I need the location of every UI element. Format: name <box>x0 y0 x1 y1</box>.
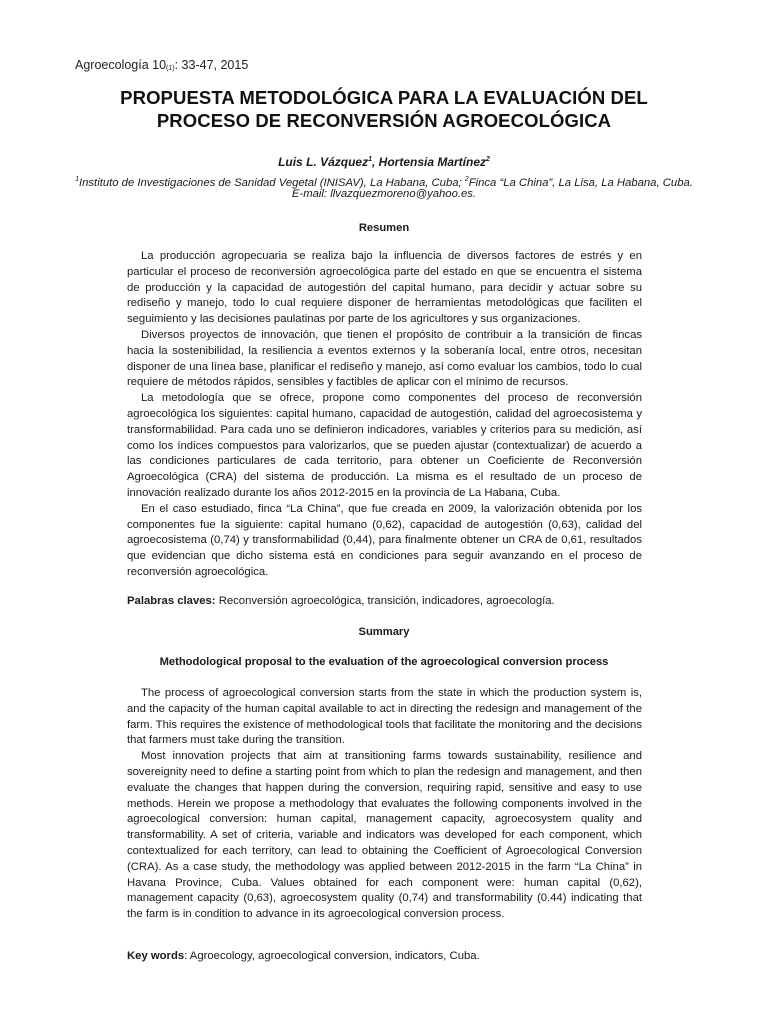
affil-2-mark: 2 <box>464 176 469 183</box>
resumen-paragraph: La metodología que se ofrece, propone como componentes del proceso de reconversión agroecológica los siguientes: capital humano, capacidad de autogestión, calidad del agroecosistema y transformabilidad. Para cada uno se definieron indicadores, variables y criterios para su medición, así como los índices compuestos para valorizarlos, que se pueden ajustar (contextualizar) de acuerdo a las condiciones particulares de cada territorio, para obtener un Coeficiente de Reconversión Agroecológica (CRA) del sistema de producción. La misma es el resultado de un proceso de innovación realizado durante los años 2012-2015 en la provincia de La Habana, Cuba. <box>127 392 642 499</box>
title-line-2: PROCESO DE RECONVERSIÓN AGROECOLÓGICA <box>156 110 612 131</box>
resumen-heading: Resumen <box>358 222 410 234</box>
resumen-paragraph: En el caso estudiado, finca “La China”, que fue creada en 2009, la valorización obtenida por los componentes fue la siguiente: capital humano (0,62), capacidad de autogestión (0,63), calidad del agroecosistema (0,74) y transformabilidad (0,44), para finalmente obtener un CRA de 0,61, resultados que evidencian que dicho sistema está en condiciones para seguir avanzando en el proceso de reconversión agroecológica. <box>127 502 642 578</box>
palabras-claves-text: Reconversión agroecológica, transición, indicadores, agroecología. <box>215 595 555 607</box>
summary-title: Methodological proposal to the evaluation of the agroecological conversion process <box>159 656 609 668</box>
author-2-affil-mark: 2 <box>486 156 490 163</box>
affil-2-text: Finca “La China”, La Lisa, La Habana, Cuba. <box>468 176 693 189</box>
summary-paragraph: The process of agroecological conversion starts from the state in which the production system is, and the capacity of the human capital available to act in directing the redesign and management of the farm. This requires the existence of methodological tools that facilitate the monitoring and the decisions that farmers must take during the transition. <box>127 687 642 747</box>
author-list <box>60 155 708 169</box>
author-1: Luis L. Vázquez <box>278 155 369 169</box>
affil-1-text: Instituto de Investigaciones de Sanidad Vegetal (INISAV), La Habana, Cuba; <box>78 176 465 189</box>
title-line-1: PROPUESTA METODOLÓGICA PARA LA EVALUACIÓN DEL <box>120 87 648 108</box>
article-title <box>60 86 708 132</box>
summary-body <box>127 686 642 923</box>
journal-pages: : 33-47, 2015 <box>174 58 249 72</box>
resumen-paragraph: La producción agropecuaria se realiza bajo la influencia de diversos factores de estrés y en particular el proceso de reconversión agroecológica parte del estado en que se encuentra el sistema de producción y la capacidad de autogestión del capital humano, para decidir y actuar sobre su rediseño y manejo, todo lo cual requiere disponer de herramientas metodológicas que faciliten el seguimiento y las decisiones paulatinas por parte de los agricultores y sus organizaciones. <box>127 250 642 326</box>
resumen-body <box>127 249 642 581</box>
author-separator: , <box>371 155 379 169</box>
summary-heading: Summary <box>358 626 410 638</box>
contact-email: E-mail: llvazquezmoreno@yahoo.es. <box>291 188 477 200</box>
key-words-label: Key words <box>127 950 185 962</box>
journal-name: Agroecología 10 <box>75 58 167 72</box>
palabras-claves <box>127 594 642 610</box>
summary-paragraph: Most innovation projects that aim at transitioning farms towards sustainability, resilience and sovereignity need to define a starting point from which to plan the redesign and management, and then evaluate the changes that happen during the conversion, requiring rapid, sensitive and easy to use methods. Herein we propose a methodology that evaluates the following components involved in the agroecological conversion: human capital, management capacity, agroecosystem quality and transformability. A set of criteria, variable and indicators was developed for each component, which contextualized for each territory, can lead to obtaining the Coefficient of Agroecological Conversion (CRA). As a case study, the methodology was applied between 2012-2015 in the farm “La China” in Havana Province, Cuba. Values obtained for each component were: human capital (0,62), management capacity (0,63), agroecosystem quality (0,74) and transformability (0.44) indicating that the farm is in condition to advance in its agroecological conversion process. <box>127 750 642 921</box>
key-words-text: : Agroecology, agroecological conversion, indicators, Cuba. <box>184 950 480 962</box>
author-2: Hortensia Martínez <box>378 155 487 169</box>
journal-issue: (1) <box>166 65 175 72</box>
author-1-affil-mark: 1 <box>368 156 372 163</box>
palabras-claves-label: Palabras claves: <box>127 595 216 607</box>
journal-reference <box>75 58 248 72</box>
affil-1-mark: 1 <box>75 176 79 183</box>
resumen-paragraph: Diversos proyectos de innovación, que tienen el propósito de contribuir a la transición de fincas hacia la sostenibilidad, la resiliencia a eventos externos y la soberanía local, entre otros, necesitan disponer de una línea base, planificar el rediseño y manejo, así como evaluar los cambios, todo lo cual requiere de métodos rápidos, sensibles y factibles de aplicar con el mínimo de recursos. <box>127 328 642 389</box>
key-words <box>127 949 642 965</box>
